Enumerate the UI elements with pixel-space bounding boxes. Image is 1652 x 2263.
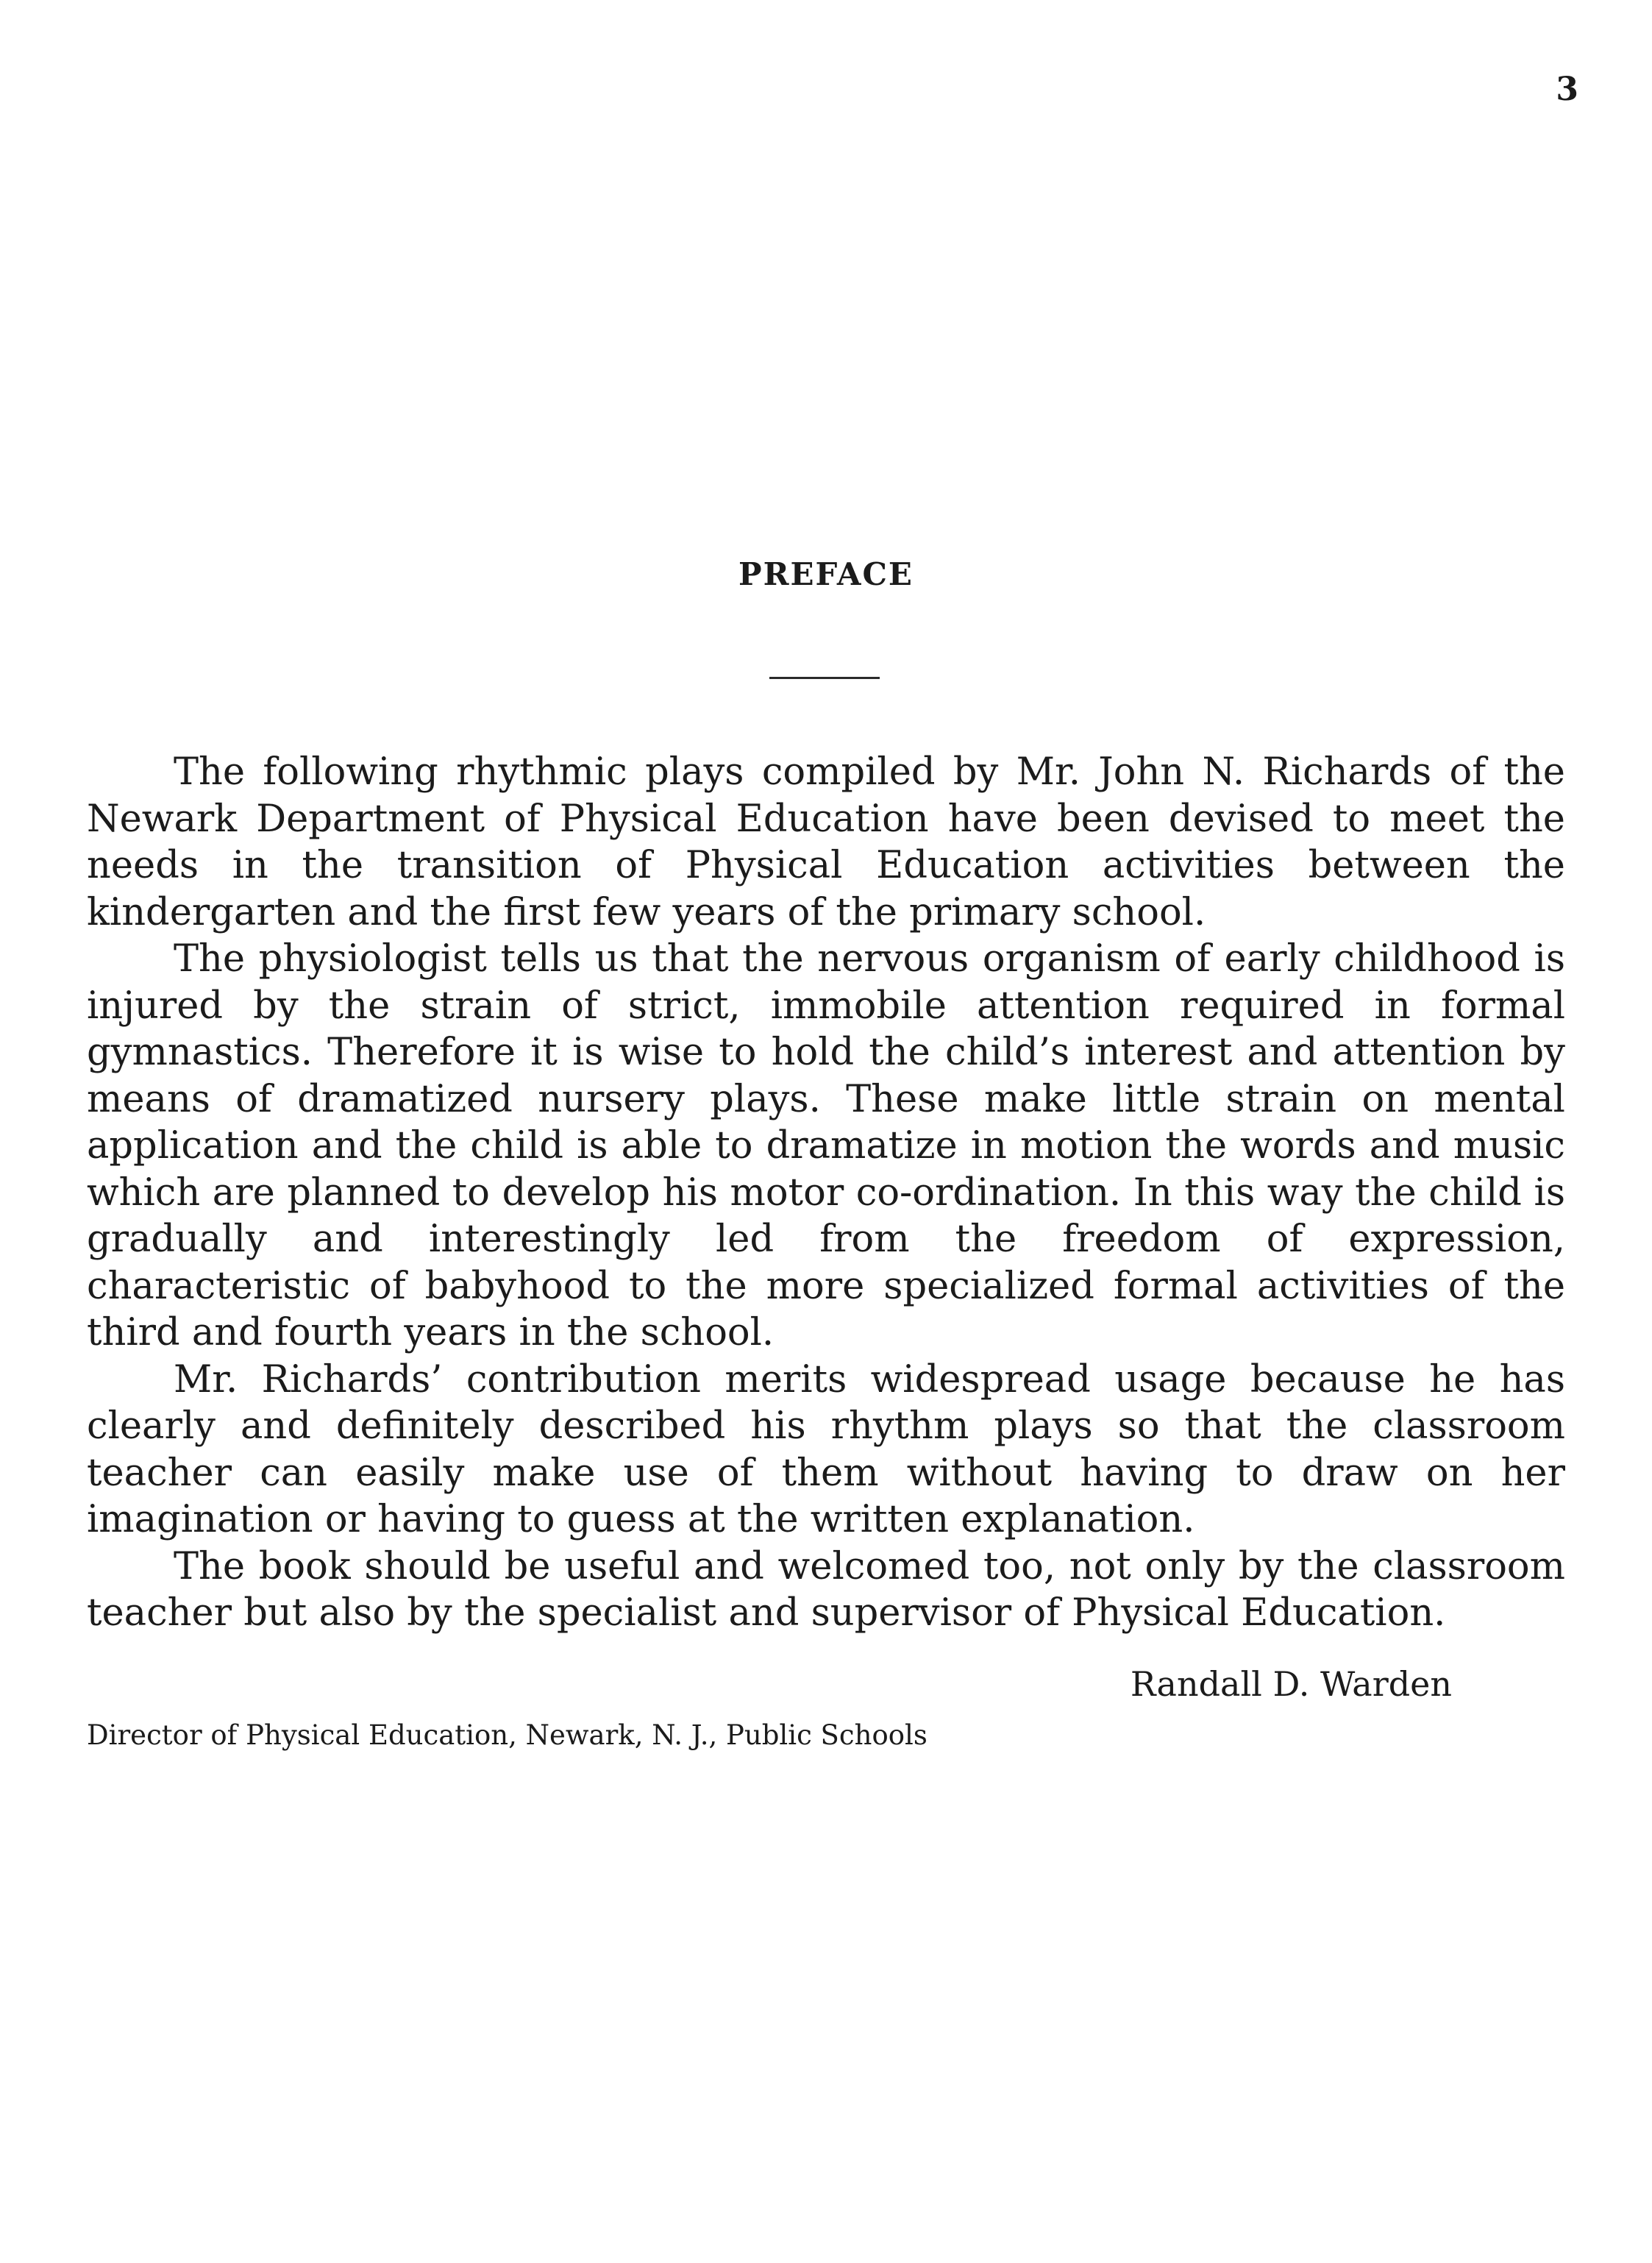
page-number: 3 — [1556, 71, 1578, 108]
paragraph: The physiologist tells us that the nervous organism of early childhood is injured by the strain of strict, immobile attention required in formal gymnastics. Therefore it is wise to hold the child’s interest and attention by means of dramatized nursery plays. These make little strain on mental application and the child is able to dramatize in motion the words and music which are planned to develop his motor co-ordination. In this way the child is gradually and interestingly led from the freedom of expression, characteristic of babyhood to the more specialized formal activities of the third and fourth years in the school. — [87, 937, 1565, 1354]
paragraph: The following rhythmic plays compiled by Mr. John N. Richards of the Newark Department of Physical Education have been devised to meet the needs in the transition of Physical Education activities between the kindergarten and the first few years of the primary school. — [87, 750, 1565, 934]
signature-title: Director of Physical Education, Newark, N. J., Public Schools — [87, 1719, 928, 1751]
preface-body — [87, 749, 1565, 1637]
page-title: PREFACE — [738, 556, 914, 592]
heading-divider — [769, 677, 880, 679]
paragraph: The book should be useful and welcomed too, not only by the classroom teacher but also by the specialist and supervisor of Physical Education. — [87, 1544, 1565, 1635]
signature-name: Randall D. Warden — [1130, 1664, 1452, 1704]
paragraph: Mr. Richards’ contribution merits widespread usage because he has clearly and definitely described his rhythm plays so that the classroom teacher can easily make use of them without having to draw on her imagination or having to guess at the written explanation. — [87, 1357, 1565, 1541]
